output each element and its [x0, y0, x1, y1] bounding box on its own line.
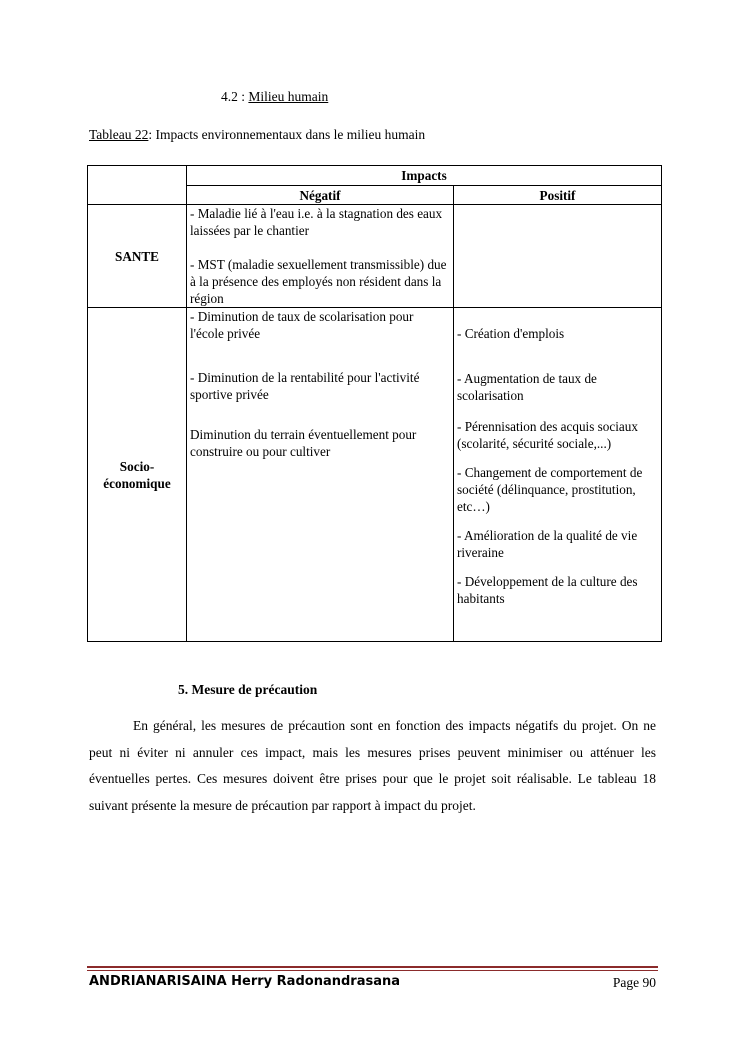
body-paragraph [89, 713, 656, 819]
caption-text: : Impacts environnementaux dans le milieu humain [148, 127, 426, 142]
header-impacts: Impacts [187, 166, 662, 186]
table-header-row-group [88, 166, 662, 186]
footer-page-number: Page 90 [612, 975, 656, 990]
list-item: - MST (maladie sexuellement transmissible) due à la présence des employés non résident dans la région [190, 257, 447, 306]
sante-positive-cell [454, 205, 662, 308]
table-row [88, 308, 662, 642]
footer-rule-thick [87, 966, 658, 968]
section-heading [221, 89, 328, 105]
section-title: Milieu humain [248, 89, 329, 104]
list-item: - Développement de la culture des habitants [457, 574, 638, 606]
row-label-sante: SANTE [88, 205, 187, 308]
header-positif: Positif [454, 186, 662, 205]
list-item: - Création d'emplois [457, 326, 565, 341]
paragraph-text: En général, les mesures de précaution sont en fonction des impacts négatifs du projet. On ne peut ni éviter ni annuler ces impact, mais les mesures prises peuvent minimiser ou atténuer les éventuelles pertes. Ces mesures doivent être prises pour que le projet soit réalisable. Le tableau 18 suivant présente la mesure de précaution par rapport à impact du projet. [89, 718, 656, 813]
header-negatif: Négatif [187, 186, 454, 205]
section-number: 4.2 : [221, 89, 246, 104]
list-item: - Pérennisation des acquis sociaux (scolarité, sécurité sociale,...) [457, 419, 638, 451]
list-item: - Maladie lié à l'eau i.e. à la stagnation des eaux laissées par le chantier [190, 206, 443, 238]
list-item: - Augmentation de taux de scolarisation [457, 371, 597, 403]
caption-label: Tableau 22 [89, 127, 149, 142]
socio-negative-cell [187, 308, 454, 642]
header-empty-cell [88, 166, 187, 205]
list-item: - Diminution de taux de scolarisation pour l'école privée [190, 309, 414, 341]
list-item: Diminution du terrain éventuellement pour construire ou pour cultiver [190, 427, 417, 459]
list-item: - Amélioration de la qualité de vie riveraine [457, 528, 638, 560]
list-item: - Diminution de la rentabilité pour l'activité sportive privée [190, 370, 420, 402]
subsection-title: 5. Mesure de précaution [178, 682, 318, 697]
footer-author: ANDRIANARISAINA Herry Radonandrasana [89, 974, 401, 989]
footer-rule-thin [87, 970, 658, 971]
impacts-table [87, 165, 662, 642]
table-caption [89, 127, 425, 143]
sante-negative-cell [187, 205, 454, 308]
table-row [88, 205, 662, 308]
list-item: - Changement de comportement de société (délinquance, prostitution, etc…) [457, 465, 643, 514]
row-label-socio-economique: Socio- économique [88, 308, 187, 642]
socio-positive-cell [454, 308, 662, 642]
